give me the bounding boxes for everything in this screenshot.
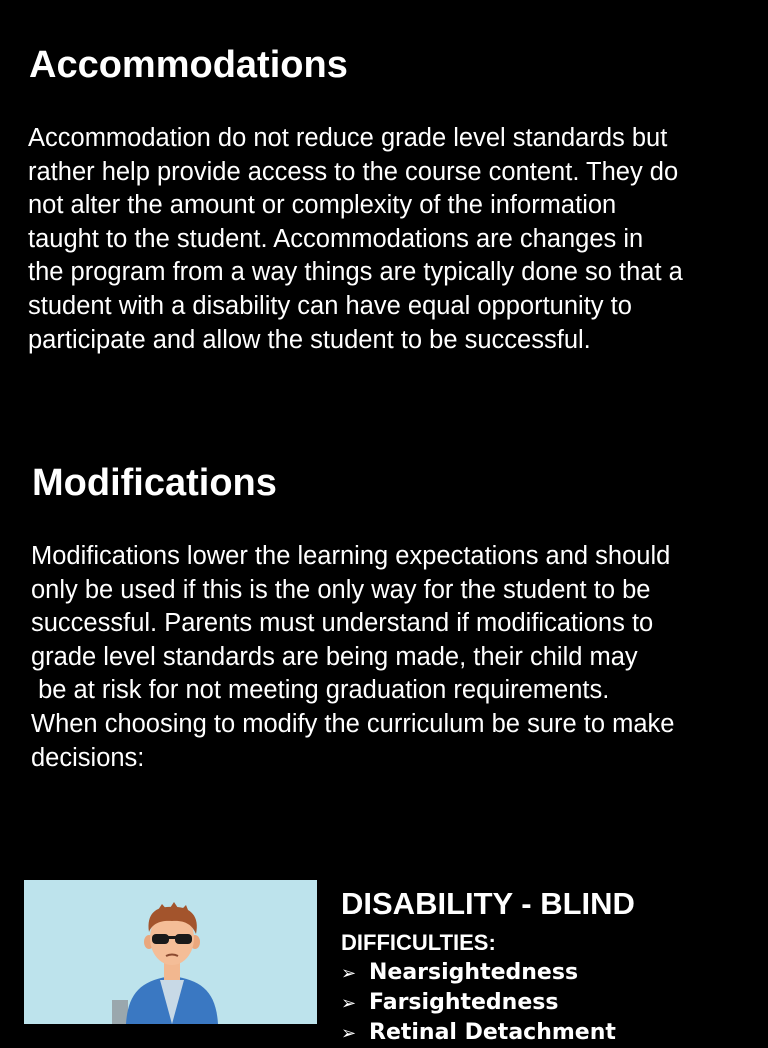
modifications-line: be at risk for not meeting graduation requirements. [31, 676, 610, 705]
modifications-line: decisions: [31, 743, 145, 772]
modifications-body [31, 540, 761, 775]
arrowhead-bullet-icon: ➢ [341, 1023, 357, 1044]
difficulty-label: Nearsightedness [369, 960, 579, 985]
modifications-line: When choosing to modify the curriculum be sure to make [31, 709, 675, 738]
accommodations-title: Accommodations [29, 44, 348, 86]
difficulty-label: Retinal Detachment [369, 1020, 616, 1045]
difficulties-label: DIFFICULTIES: [341, 930, 496, 955]
modifications-line: Modifications lower the learning expectations and should [31, 542, 671, 570]
accommodations-line: rather help provide access to the course content. They do [28, 157, 679, 186]
difficulties-list [341, 958, 761, 1048]
accommodations-body [28, 122, 758, 357]
modifications-line: only be used if this is the only way for the student to be [31, 575, 651, 604]
accommodations-line: not alter the amount or complexity of the information [28, 191, 617, 220]
accommodations-line: the program from a way things are typically done so that a [28, 258, 683, 287]
accommodations-line: participate and allow the student to be successful. [28, 325, 591, 354]
accommodations-line: taught to the student. Accommodations are changes in [28, 224, 644, 253]
modifications-line: grade level standards are being made, their child may [31, 642, 638, 671]
accommodations-line: student with a disability can have equal opportunity to [28, 291, 632, 320]
arrowhead-bullet-icon: ➢ [341, 993, 357, 1014]
accommodations-line: Accommodation do not reduce grade level standards but [28, 124, 668, 152]
list-item [341, 1018, 761, 1048]
modifications-line: successful. Parents must understand if modifications to [31, 609, 654, 638]
list-item [341, 988, 761, 1018]
person-with-sunglasses-icon [24, 880, 317, 1024]
difficulty-label: Farsightedness [369, 990, 559, 1015]
blind-person-illustration [24, 880, 317, 1024]
disability-title: DISABILITY - BLIND [341, 886, 635, 921]
disability-panel [341, 884, 761, 1048]
list-item [341, 958, 761, 988]
arrowhead-bullet-icon: ➢ [341, 963, 357, 984]
modifications-title: Modifications [32, 462, 277, 504]
